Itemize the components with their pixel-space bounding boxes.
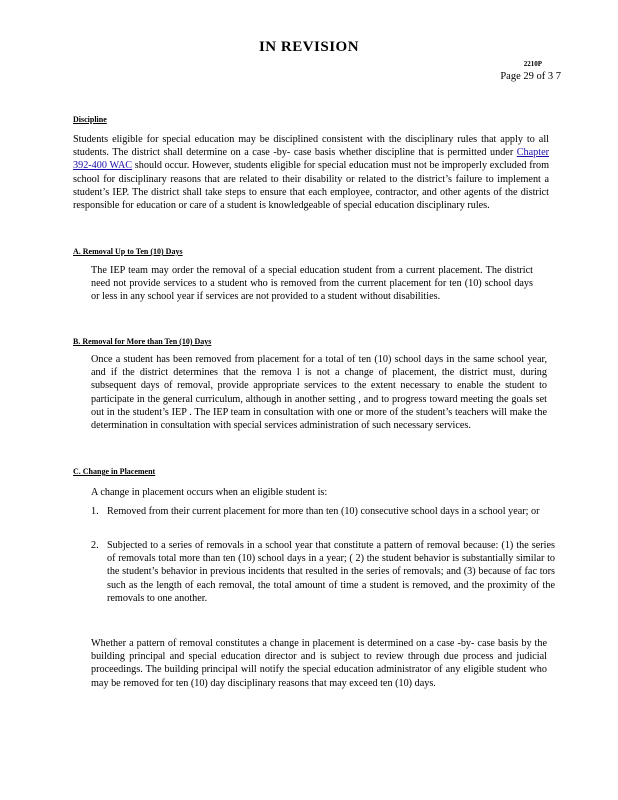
list-item-text: Subjected to a series of removals in a school year that constitute a pattern of removal because: (1) the series of removals total more than ten (10) school days in a year; ( 2) the student behavior is substantially similar to the student’s behavior in previous incidents that resulted in the series of removals; and (3) because of fac tors such as the length of each removal, the total amount of time a student is removed, and the proximity of the removals to one another. [107, 540, 555, 604]
section-b-heading: B. Removal for More than Ten (10) Days [73, 337, 212, 346]
page-title: IN REVISION [258, 39, 360, 55]
section-a-paragraph: The IEP team may order the removal of a special education student from a current placement. The district need not provide services to a student who is removed from the current placement for ten (10) school days or less in any school year if services are not provided to a student without disabilities. [91, 265, 533, 303]
list-item-number: 1. [91, 506, 99, 517]
discipline-heading: Discipline [73, 115, 107, 124]
list-item-number: 2. [91, 540, 99, 551]
list-item [91, 505, 547, 518]
list-item-text: Removed from their current placement for more than ten (10) consecutive school days in a school year; or [107, 506, 540, 517]
discipline-paragraph [73, 133, 549, 212]
wac-chapter-link[interactable]: Chapter 392-400 WAC [73, 147, 549, 172]
discipline-text-end: should occur. However, students eligible for special education must not be improperly excluded from school for disciplinary reasons that are related to their disability or related to the district’s failure to implement a student’s IEP. The district shall take steps to ensure that each employee, contractor, and other agents of the district responsible for education or care of a student is knowledgeable of special education disciplinary rules. [73, 160, 549, 212]
section-a-heading: A. Removal Up to Ten (10) Days [73, 247, 183, 256]
page-number: Page 29 of 3 7 [500, 71, 561, 82]
policy-number: 2210P [523, 60, 542, 68]
list-item [91, 539, 555, 605]
section-b-paragraph: Once a student has been removed from placement for a total of ten (10) school days in the same school year, and if the district determines that the remova l is not a change of placement, the district must, during subsequent days of removal, provide appropriate services to the extent necessary to enable the student to participate in the general curriculum, although in another setting , and to progress toward meeting the goals set out in the student’s IEP . The IEP team in consultation with one or more of the student’s teachers will make the determination in consultation with special services administration of such necessary services. [91, 354, 547, 432]
section-c-heading: C. Change in Placement [73, 467, 156, 476]
section-c-closing: Whether a pattern of removal constitutes a change in placement is determined on a case -by- case basis by the building principal and special education director and is subject to review through due process and judicial proceedings. The building principal will notify the special education administrator of any eligible student who may be removed for ten (10) day disciplinary reasons that may exceed ten (10) days. [91, 638, 547, 689]
discipline-text-start: Students eligible for special education may be disciplined consistent with the disciplinary rules that apply to all students. The district shall determine on a case -by- case basis whether discipline that is permitted under [73, 134, 549, 159]
section-c-intro: A change in placement occurs when an eligible student is: [91, 487, 328, 498]
